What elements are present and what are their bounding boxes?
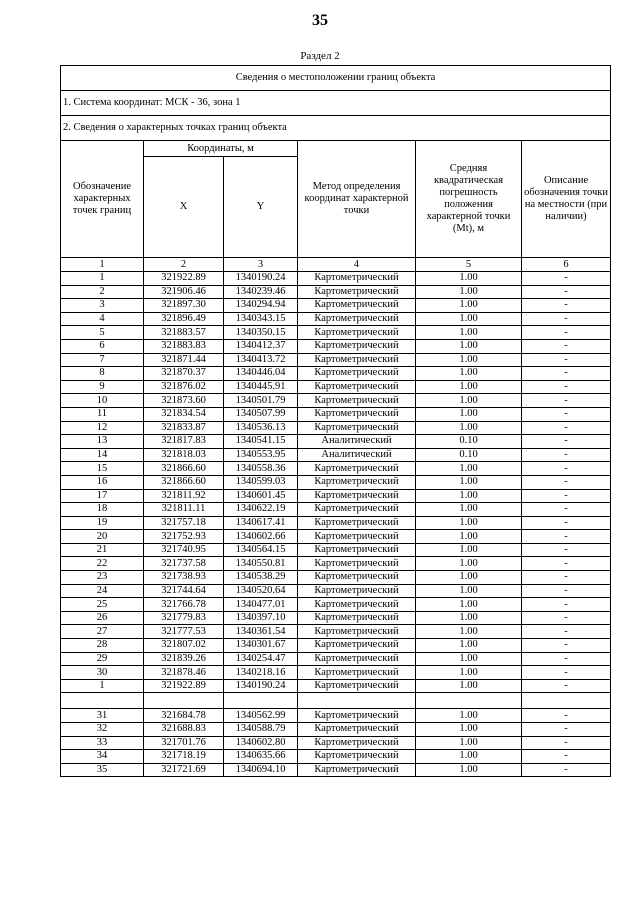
description-cell: - bbox=[522, 489, 611, 503]
description-cell: - bbox=[522, 299, 611, 313]
column-number: 6 bbox=[522, 258, 611, 272]
table-row bbox=[61, 339, 611, 353]
y-coordinate-cell: 1340507.99 bbox=[224, 407, 298, 421]
accuracy-cell: 1.00 bbox=[416, 421, 522, 435]
table-row bbox=[61, 598, 611, 612]
point-number-cell: 15 bbox=[61, 462, 144, 476]
x-coordinate-cell: 321721.69 bbox=[144, 763, 224, 777]
x-coordinate-cell: 321684.78 bbox=[144, 709, 224, 723]
x-coordinate-cell: 321779.83 bbox=[144, 611, 224, 625]
column-number: 1 bbox=[61, 258, 144, 272]
description-cell: - bbox=[522, 421, 611, 435]
description-cell bbox=[522, 693, 611, 709]
accuracy-cell: 1.00 bbox=[416, 272, 522, 286]
table-row bbox=[61, 353, 611, 367]
description-cell: - bbox=[522, 272, 611, 286]
x-coordinate-cell: 321777.53 bbox=[144, 625, 224, 639]
description-cell: - bbox=[522, 571, 611, 585]
y-coordinate-cell bbox=[224, 693, 298, 709]
point-number-cell: 33 bbox=[61, 736, 144, 750]
table-row bbox=[61, 679, 611, 693]
table-row bbox=[61, 763, 611, 777]
table-row bbox=[61, 367, 611, 381]
description-cell: - bbox=[522, 530, 611, 544]
method-cell: Картометрический bbox=[298, 394, 416, 408]
table-title: Сведения о местоположении границ объекта bbox=[61, 66, 611, 91]
method-cell: Картометрический bbox=[298, 709, 416, 723]
y-coordinate-cell: 1340635.66 bbox=[224, 750, 298, 764]
point-number-cell: 10 bbox=[61, 394, 144, 408]
accuracy-cell: 1.00 bbox=[416, 299, 522, 313]
accuracy-cell: 1.00 bbox=[416, 530, 522, 544]
point-number-cell: 18 bbox=[61, 503, 144, 517]
table-row bbox=[61, 557, 611, 571]
description-cell: - bbox=[522, 353, 611, 367]
x-coordinate-cell: 321897.30 bbox=[144, 299, 224, 313]
x-coordinate-cell: 321866.60 bbox=[144, 462, 224, 476]
column-number: 4 bbox=[298, 258, 416, 272]
point-number-cell: 2 bbox=[61, 285, 144, 299]
point-number-cell: 29 bbox=[61, 652, 144, 666]
method-cell: Картометрический bbox=[298, 598, 416, 612]
accuracy-cell: 1.00 bbox=[416, 285, 522, 299]
y-coordinate-cell: 1340445.91 bbox=[224, 380, 298, 394]
method-cell: Картометрический bbox=[298, 312, 416, 326]
x-coordinate-cell: 321757.18 bbox=[144, 516, 224, 530]
method-cell: Картометрический bbox=[298, 489, 416, 503]
table-row bbox=[61, 272, 611, 286]
point-number-cell: 1 bbox=[61, 272, 144, 286]
y-coordinate-cell: 1340558.36 bbox=[224, 462, 298, 476]
y-coordinate-cell: 1340536.13 bbox=[224, 421, 298, 435]
method-cell: Картометрический bbox=[298, 475, 416, 489]
method-cell: Картометрический bbox=[298, 353, 416, 367]
table-row bbox=[61, 421, 611, 435]
description-cell: - bbox=[522, 723, 611, 737]
accuracy-cell: 1.00 bbox=[416, 639, 522, 653]
table-row bbox=[61, 543, 611, 557]
header-description: Описание обозначения точки на местности (при наличии) bbox=[522, 141, 611, 258]
x-coordinate-cell: 321766.78 bbox=[144, 598, 224, 612]
header-x: X bbox=[144, 157, 224, 258]
description-cell: - bbox=[522, 326, 611, 340]
accuracy-cell: 1.00 bbox=[416, 557, 522, 571]
accuracy-cell: 1.00 bbox=[416, 598, 522, 612]
table-row bbox=[61, 285, 611, 299]
x-coordinate-cell: 321883.83 bbox=[144, 339, 224, 353]
method-cell: Картометрический bbox=[298, 530, 416, 544]
description-cell: - bbox=[522, 625, 611, 639]
y-coordinate-cell: 1340301.67 bbox=[224, 639, 298, 653]
x-coordinate-cell: 321738.93 bbox=[144, 571, 224, 585]
y-coordinate-cell: 1340350.15 bbox=[224, 326, 298, 340]
table-row bbox=[61, 625, 611, 639]
method-cell: Картометрический bbox=[298, 611, 416, 625]
y-coordinate-cell: 1340541.15 bbox=[224, 435, 298, 449]
x-coordinate-cell: 321878.46 bbox=[144, 666, 224, 680]
description-cell: - bbox=[522, 543, 611, 557]
method-cell: Картометрический bbox=[298, 407, 416, 421]
x-coordinate-cell bbox=[144, 693, 224, 709]
table-row bbox=[61, 475, 611, 489]
table-row bbox=[61, 709, 611, 723]
y-coordinate-cell: 1340477.01 bbox=[224, 598, 298, 612]
method-cell: Картометрический bbox=[298, 543, 416, 557]
points-info-line: 2. Сведения о характерных точках границ объекта bbox=[61, 116, 611, 141]
method-cell: Картометрический bbox=[298, 625, 416, 639]
header-accuracy: Средняя квадратическая погрешность положения характерной точки (Mt), м bbox=[416, 141, 522, 258]
y-coordinate-cell: 1340397.10 bbox=[224, 611, 298, 625]
table-row bbox=[61, 380, 611, 394]
point-number-cell: 6 bbox=[61, 339, 144, 353]
x-coordinate-cell: 321752.93 bbox=[144, 530, 224, 544]
table-row bbox=[61, 530, 611, 544]
point-number-cell: 27 bbox=[61, 625, 144, 639]
y-coordinate-cell: 1340239.46 bbox=[224, 285, 298, 299]
x-coordinate-cell: 321870.37 bbox=[144, 367, 224, 381]
point-number-cell: 4 bbox=[61, 312, 144, 326]
description-cell: - bbox=[522, 611, 611, 625]
point-number-cell: 24 bbox=[61, 584, 144, 598]
point-number-cell: 9 bbox=[61, 380, 144, 394]
x-coordinate-cell: 321740.95 bbox=[144, 543, 224, 557]
description-cell: - bbox=[522, 652, 611, 666]
table-row bbox=[61, 448, 611, 462]
method-cell: Картометрический bbox=[298, 272, 416, 286]
description-cell: - bbox=[522, 584, 611, 598]
method-cell bbox=[298, 693, 416, 709]
point-number-cell: 35 bbox=[61, 763, 144, 777]
method-cell: Картометрический bbox=[298, 516, 416, 530]
table-row bbox=[61, 666, 611, 680]
point-number-cell: 8 bbox=[61, 367, 144, 381]
method-cell: Картометрический bbox=[298, 503, 416, 517]
method-cell: Картометрический bbox=[298, 584, 416, 598]
accuracy-cell: 1.00 bbox=[416, 503, 522, 517]
y-coordinate-cell: 1340254.47 bbox=[224, 652, 298, 666]
method-cell: Картометрический bbox=[298, 380, 416, 394]
x-coordinate-cell: 321811.92 bbox=[144, 489, 224, 503]
x-coordinate-cell: 321834.54 bbox=[144, 407, 224, 421]
method-cell: Картометрический bbox=[298, 299, 416, 313]
point-number-cell: 17 bbox=[61, 489, 144, 503]
accuracy-cell: 0.10 bbox=[416, 435, 522, 449]
y-coordinate-cell: 1340564.15 bbox=[224, 543, 298, 557]
x-coordinate-cell: 321811.11 bbox=[144, 503, 224, 517]
table-row bbox=[61, 516, 611, 530]
table-row bbox=[61, 750, 611, 764]
accuracy-cell: 1.00 bbox=[416, 367, 522, 381]
method-cell: Картометрический bbox=[298, 557, 416, 571]
x-coordinate-cell: 321896.49 bbox=[144, 312, 224, 326]
accuracy-cell: 1.00 bbox=[416, 709, 522, 723]
y-coordinate-cell: 1340520.64 bbox=[224, 584, 298, 598]
point-number-cell: 1 bbox=[61, 679, 144, 693]
header-coordinates: Координаты, м bbox=[144, 141, 298, 157]
accuracy-cell: 1.00 bbox=[416, 571, 522, 585]
x-coordinate-cell: 321818.03 bbox=[144, 448, 224, 462]
accuracy-cell: 1.00 bbox=[416, 407, 522, 421]
description-cell: - bbox=[522, 462, 611, 476]
description-cell: - bbox=[522, 394, 611, 408]
y-coordinate-cell: 1340601.45 bbox=[224, 489, 298, 503]
y-coordinate-cell: 1340413.72 bbox=[224, 353, 298, 367]
point-number-cell: 12 bbox=[61, 421, 144, 435]
method-cell: Картометрический bbox=[298, 736, 416, 750]
method-cell: Картометрический bbox=[298, 763, 416, 777]
x-coordinate-cell: 321883.57 bbox=[144, 326, 224, 340]
header-method: Метод определения координат характерной точки bbox=[298, 141, 416, 258]
accuracy-cell: 1.00 bbox=[416, 763, 522, 777]
method-cell: Картометрический bbox=[298, 639, 416, 653]
y-coordinate-cell: 1340588.79 bbox=[224, 723, 298, 737]
description-cell: - bbox=[522, 503, 611, 517]
section-label: Раздел 2 bbox=[300, 50, 340, 62]
x-coordinate-cell: 321871.44 bbox=[144, 353, 224, 367]
accuracy-cell: 1.00 bbox=[416, 475, 522, 489]
description-cell: - bbox=[522, 639, 611, 653]
accuracy-cell: 1.00 bbox=[416, 679, 522, 693]
y-coordinate-cell: 1340617.41 bbox=[224, 516, 298, 530]
table-row bbox=[61, 435, 611, 449]
accuracy-cell: 1.00 bbox=[416, 584, 522, 598]
y-coordinate-cell: 1340602.66 bbox=[224, 530, 298, 544]
description-cell: - bbox=[522, 666, 611, 680]
column-number: 2 bbox=[144, 258, 224, 272]
point-number-cell: 3 bbox=[61, 299, 144, 313]
x-coordinate-cell: 321906.46 bbox=[144, 285, 224, 299]
description-cell: - bbox=[522, 285, 611, 299]
x-coordinate-cell: 321873.60 bbox=[144, 394, 224, 408]
point-number-cell: 21 bbox=[61, 543, 144, 557]
accuracy-cell: 1.00 bbox=[416, 750, 522, 764]
table-row bbox=[61, 611, 611, 625]
accuracy-cell: 1.00 bbox=[416, 611, 522, 625]
description-cell: - bbox=[522, 763, 611, 777]
y-coordinate-cell: 1340446.04 bbox=[224, 367, 298, 381]
point-number-cell: 32 bbox=[61, 723, 144, 737]
point-number-cell: 22 bbox=[61, 557, 144, 571]
description-cell: - bbox=[522, 516, 611, 530]
y-coordinate-cell: 1340553.95 bbox=[224, 448, 298, 462]
point-number-cell: 31 bbox=[61, 709, 144, 723]
table-row bbox=[61, 693, 611, 709]
accuracy-cell: 1.00 bbox=[416, 353, 522, 367]
point-number-cell: 14 bbox=[61, 448, 144, 462]
x-coordinate-cell: 321866.60 bbox=[144, 475, 224, 489]
accuracy-cell: 1.00 bbox=[416, 312, 522, 326]
point-number-cell: 20 bbox=[61, 530, 144, 544]
x-coordinate-cell: 321718.19 bbox=[144, 750, 224, 764]
table-body bbox=[61, 272, 611, 777]
point-number-cell: 25 bbox=[61, 598, 144, 612]
x-coordinate-cell: 321922.89 bbox=[144, 272, 224, 286]
y-coordinate-cell: 1340190.24 bbox=[224, 679, 298, 693]
point-number-cell: 7 bbox=[61, 353, 144, 367]
description-cell: - bbox=[522, 736, 611, 750]
y-coordinate-cell: 1340361.54 bbox=[224, 625, 298, 639]
accuracy-cell: 1.00 bbox=[416, 736, 522, 750]
description-cell: - bbox=[522, 367, 611, 381]
table-row bbox=[61, 394, 611, 408]
y-coordinate-cell: 1340599.03 bbox=[224, 475, 298, 489]
method-cell: Аналитический bbox=[298, 435, 416, 449]
x-coordinate-cell: 321688.83 bbox=[144, 723, 224, 737]
point-number-cell: 5 bbox=[61, 326, 144, 340]
description-cell: - bbox=[522, 475, 611, 489]
accuracy-cell: 1.00 bbox=[416, 543, 522, 557]
point-number-cell: 19 bbox=[61, 516, 144, 530]
accuracy-cell: 1.00 bbox=[416, 394, 522, 408]
point-number-cell: 23 bbox=[61, 571, 144, 585]
table-row bbox=[61, 584, 611, 598]
y-coordinate-cell: 1340218.16 bbox=[224, 666, 298, 680]
x-coordinate-cell: 321839.26 bbox=[144, 652, 224, 666]
y-coordinate-cell: 1340602.80 bbox=[224, 736, 298, 750]
point-number-cell: 30 bbox=[61, 666, 144, 680]
method-cell: Картометрический bbox=[298, 367, 416, 381]
method-cell: Картометрический bbox=[298, 285, 416, 299]
x-coordinate-cell: 321744.64 bbox=[144, 584, 224, 598]
y-coordinate-cell: 1340562.99 bbox=[224, 709, 298, 723]
method-cell: Картометрический bbox=[298, 326, 416, 340]
y-coordinate-cell: 1340550.81 bbox=[224, 557, 298, 571]
header-y: Y bbox=[224, 157, 298, 258]
column-number: 5 bbox=[416, 258, 522, 272]
column-number: 3 bbox=[224, 258, 298, 272]
description-cell: - bbox=[522, 679, 611, 693]
table-row bbox=[61, 326, 611, 340]
boundary-points-table bbox=[60, 65, 611, 777]
y-coordinate-cell: 1340694.10 bbox=[224, 763, 298, 777]
accuracy-cell: 0.10 bbox=[416, 448, 522, 462]
description-cell: - bbox=[522, 448, 611, 462]
table-row bbox=[61, 736, 611, 750]
accuracy-cell: 1.00 bbox=[416, 652, 522, 666]
method-cell: Картометрический bbox=[298, 723, 416, 737]
method-cell: Аналитический bbox=[298, 448, 416, 462]
y-coordinate-cell: 1340501.79 bbox=[224, 394, 298, 408]
accuracy-cell: 1.00 bbox=[416, 625, 522, 639]
description-cell: - bbox=[522, 709, 611, 723]
header-designation: Обозначение характерных точек границ bbox=[61, 141, 144, 258]
method-cell: Картометрический bbox=[298, 652, 416, 666]
y-coordinate-cell: 1340538.29 bbox=[224, 571, 298, 585]
accuracy-cell: 1.00 bbox=[416, 380, 522, 394]
point-number-cell: 28 bbox=[61, 639, 144, 653]
table-row bbox=[61, 571, 611, 585]
method-cell: Картометрический bbox=[298, 571, 416, 585]
table-row bbox=[61, 299, 611, 313]
page-number: 35 bbox=[312, 12, 328, 29]
description-cell: - bbox=[522, 750, 611, 764]
table-row bbox=[61, 652, 611, 666]
table-row bbox=[61, 407, 611, 421]
point-number-cell: 26 bbox=[61, 611, 144, 625]
point-number-cell: 34 bbox=[61, 750, 144, 764]
method-cell: Картометрический bbox=[298, 421, 416, 435]
method-cell: Картометрический bbox=[298, 750, 416, 764]
point-number-cell: 16 bbox=[61, 475, 144, 489]
x-coordinate-cell: 321737.58 bbox=[144, 557, 224, 571]
y-coordinate-cell: 1340412.37 bbox=[224, 339, 298, 353]
x-coordinate-cell: 321807.02 bbox=[144, 639, 224, 653]
accuracy-cell: 1.00 bbox=[416, 462, 522, 476]
accuracy-cell bbox=[416, 693, 522, 709]
accuracy-cell: 1.00 bbox=[416, 516, 522, 530]
point-number-cell: 11 bbox=[61, 407, 144, 421]
method-cell: Картометрический bbox=[298, 339, 416, 353]
x-coordinate-cell: 321876.02 bbox=[144, 380, 224, 394]
description-cell: - bbox=[522, 407, 611, 421]
coordinate-system-line: 1. Система координат: МСК - 36, зона 1 bbox=[61, 91, 611, 116]
method-cell: Картометрический bbox=[298, 666, 416, 680]
accuracy-cell: 1.00 bbox=[416, 723, 522, 737]
description-cell: - bbox=[522, 598, 611, 612]
table-row bbox=[61, 723, 611, 737]
accuracy-cell: 1.00 bbox=[416, 326, 522, 340]
description-cell: - bbox=[522, 557, 611, 571]
table-row bbox=[61, 639, 611, 653]
description-cell: - bbox=[522, 312, 611, 326]
description-cell: - bbox=[522, 435, 611, 449]
point-number-cell bbox=[61, 693, 144, 709]
x-coordinate-cell: 321922.89 bbox=[144, 679, 224, 693]
method-cell: Картометрический bbox=[298, 679, 416, 693]
y-coordinate-cell: 1340190.24 bbox=[224, 272, 298, 286]
y-coordinate-cell: 1340294.94 bbox=[224, 299, 298, 313]
table-row bbox=[61, 462, 611, 476]
table-row bbox=[61, 489, 611, 503]
x-coordinate-cell: 321817.83 bbox=[144, 435, 224, 449]
description-cell: - bbox=[522, 380, 611, 394]
description-cell: - bbox=[522, 339, 611, 353]
table-row bbox=[61, 503, 611, 517]
table-row bbox=[61, 312, 611, 326]
method-cell: Картометрический bbox=[298, 462, 416, 476]
accuracy-cell: 1.00 bbox=[416, 666, 522, 680]
x-coordinate-cell: 321701.76 bbox=[144, 736, 224, 750]
y-coordinate-cell: 1340343.15 bbox=[224, 312, 298, 326]
x-coordinate-cell: 321833.87 bbox=[144, 421, 224, 435]
y-coordinate-cell: 1340622.19 bbox=[224, 503, 298, 517]
accuracy-cell: 1.00 bbox=[416, 339, 522, 353]
point-number-cell: 13 bbox=[61, 435, 144, 449]
accuracy-cell: 1.00 bbox=[416, 489, 522, 503]
